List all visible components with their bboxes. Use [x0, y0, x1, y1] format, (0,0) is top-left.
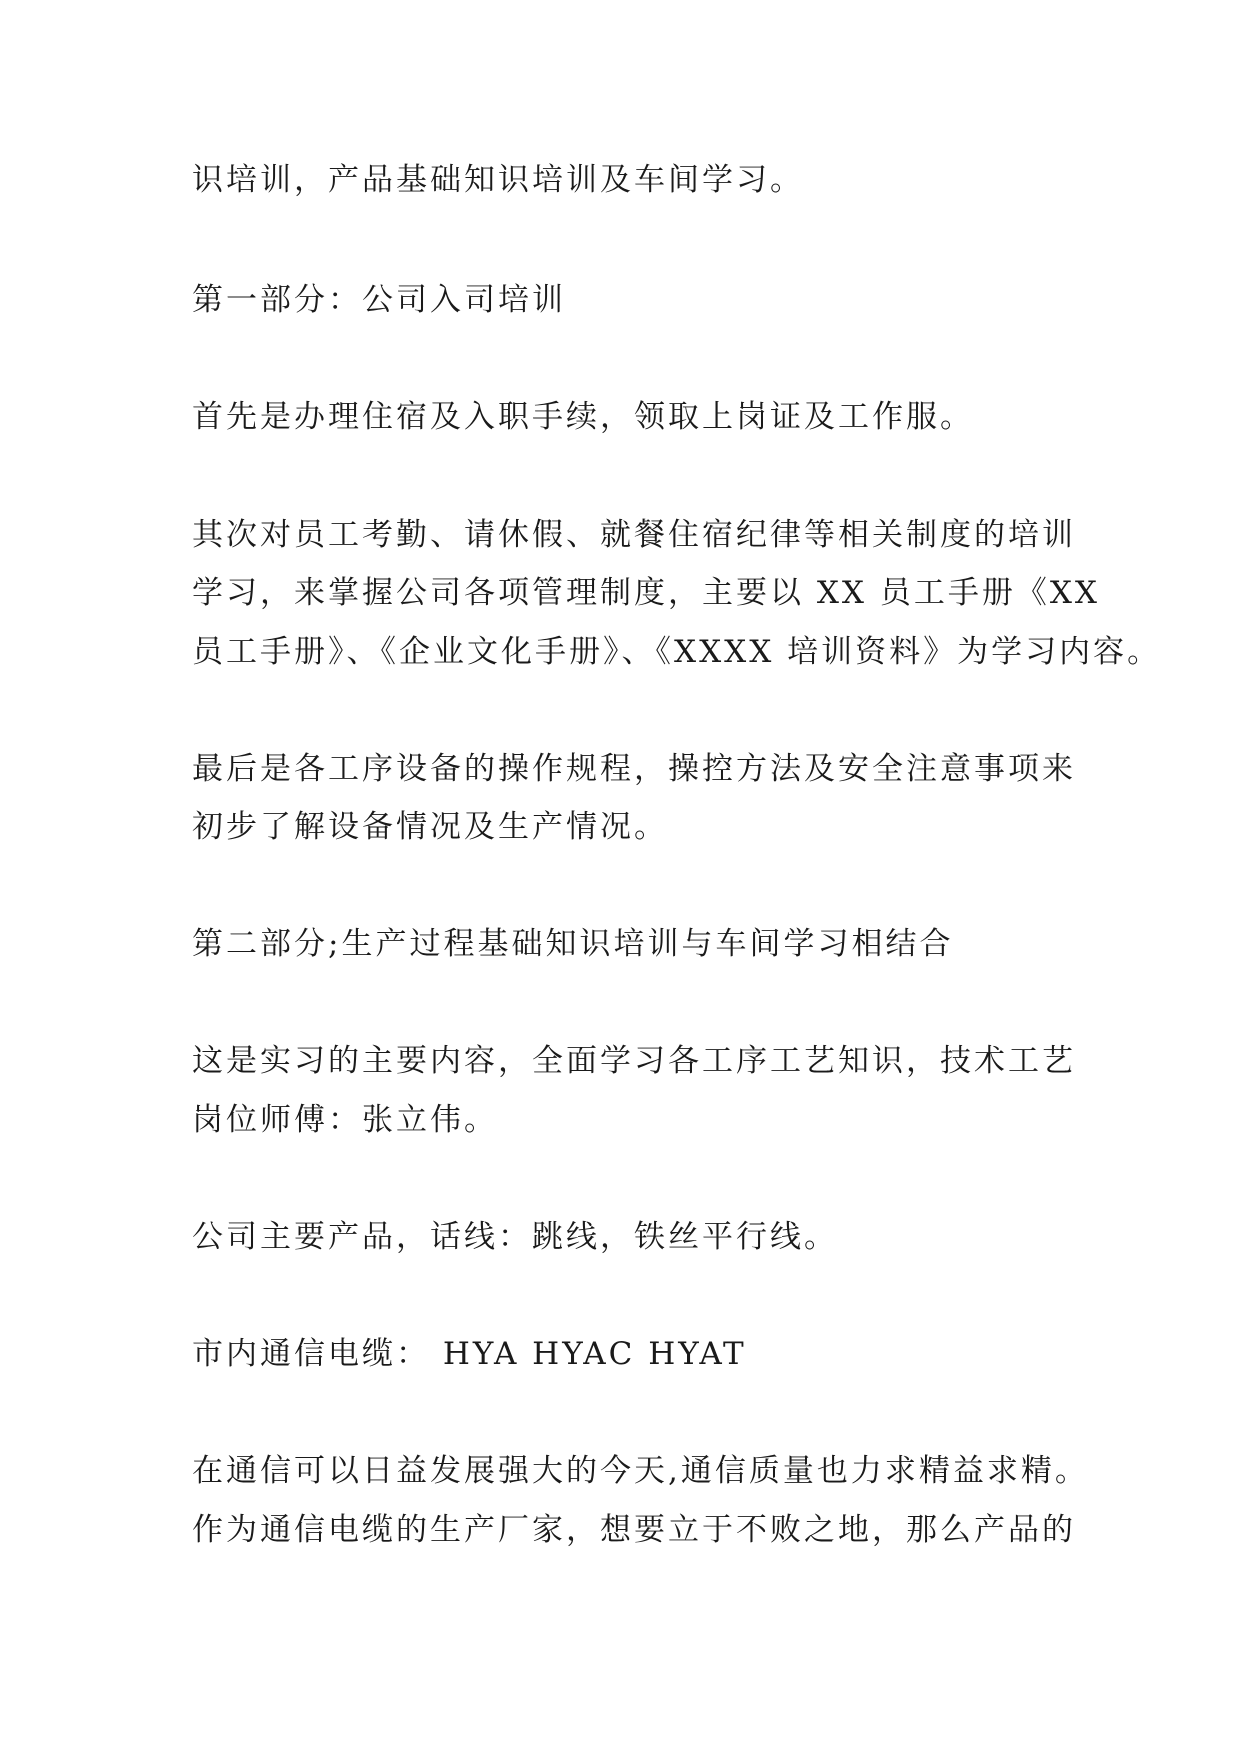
paragraph-line: 其次对员工考勤、请休假、就餐住宿纪律等相关制度的培训: [192, 517, 1076, 553]
paragraph-line: 最后是各工序设备的操作规程，操控方法及安全注意事项来: [192, 751, 1076, 787]
paragraph-line: 在通信可以日益发展强大的今天,通信质量也力求精益求精。: [192, 1453, 1089, 1489]
paragraph-line: 员工手册》、《企业文化手册》、《XXXX 培训资料》为学习内容。: [192, 634, 1162, 670]
paragraph-line: 识培训，产品基础知识培训及车间学习。: [192, 162, 804, 198]
paragraph-line: 首先是办理住宿及入职手续，领取上岗证及工作服。: [192, 399, 974, 435]
paragraph-line: 公司主要产品，话线：跳线，铁丝平行线。: [192, 1219, 838, 1255]
paragraph-line: 作为通信电缆的生产厂家，想要立于不败之地，那么产品的: [192, 1512, 1076, 1548]
paragraph-line: 岗位师傅：张立伟。: [192, 1102, 498, 1138]
paragraph-line: 这是实习的主要内容，全面学习各工序工艺知识，技术工艺: [192, 1043, 1076, 1079]
section-heading: 第一部分：公司入司培训: [192, 282, 566, 318]
paragraph-line: 初步了解设备情况及生产情况。: [192, 809, 668, 845]
section-heading: 第二部分;生产过程基础知识培训与车间学习相结合: [192, 926, 954, 962]
paragraph-line: 学习，来掌握公司各项管理制度，主要以 XX 员工手册《XX: [192, 575, 1100, 611]
paragraph-line: 市内通信电缆： HYA HYAC HYAT: [192, 1336, 747, 1372]
